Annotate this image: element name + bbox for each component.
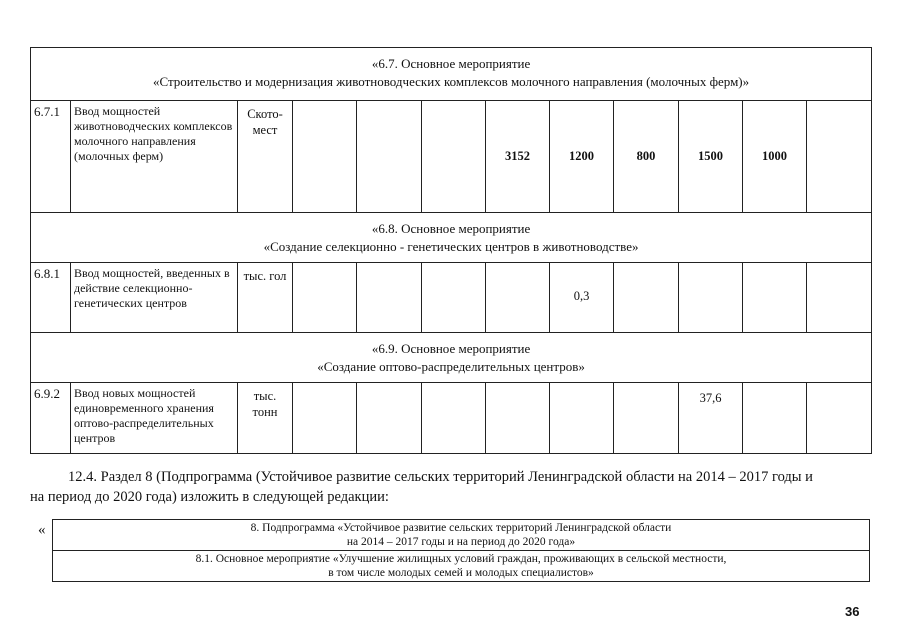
value-cell <box>807 383 872 454</box>
value-cell: 1200 <box>550 101 614 213</box>
paragraph-line: на период до 2020 года) изложить в следующей редакции: <box>30 489 389 505</box>
heading-title: «Создание селекционно - генетических центров в животноводстве» <box>263 239 639 254</box>
row-description: Ввод мощностей животноводческих комплексов молочного направления (молочных ферм) <box>71 101 238 213</box>
value-cell <box>679 263 743 333</box>
row-number: 6.9.2 <box>31 383 71 454</box>
heading-title: «Создание оптово-распределительных центров» <box>317 359 585 374</box>
subprogram-title-line: 8. Подпрограмма «Устойчивое развитие сельских территорий Ленинградской области <box>250 522 672 534</box>
row-unit: Ското-мест <box>238 101 293 213</box>
targets-table <box>30 47 872 454</box>
value-cell <box>357 263 422 333</box>
table-row <box>31 101 872 213</box>
value-cell <box>743 383 807 454</box>
subprogram-row <box>53 520 870 551</box>
heading-title: «Строительство и модернизация животноводческих комплексов молочного направления (молочных ферм)» <box>152 74 750 89</box>
row-description: Ввод мощностей, введенных в действие селекционно-генетических центров <box>71 263 238 333</box>
section-heading-row <box>31 48 872 101</box>
value-cell <box>486 263 550 333</box>
section-heading-row <box>31 213 872 263</box>
value-cell <box>550 383 614 454</box>
value-cell <box>293 101 357 213</box>
heading-line: «6.8. Основное мероприятие <box>371 221 531 236</box>
opening-quote: « <box>38 522 46 538</box>
row-number: 6.7.1 <box>31 101 71 213</box>
section-heading <box>31 333 872 383</box>
row-unit: тыс. гол <box>238 263 293 333</box>
value-cell: 1500 <box>679 101 743 213</box>
value-cell <box>422 383 486 454</box>
heading-line: «6.7. Основное мероприятие <box>371 56 531 71</box>
value-cell <box>614 383 679 454</box>
value-cell <box>807 101 872 213</box>
measure-title-line: в том числе молодых семей и молодых специалистов» <box>328 567 594 579</box>
value-cell <box>422 101 486 213</box>
value-cell <box>357 383 422 454</box>
section-heading <box>31 213 872 263</box>
section-heading <box>31 48 872 101</box>
paragraph-line: 12.4. Раздел 8 (Подпрограмма (Устойчивое развитие сельских территорий Ленинградской области на 2014 – 2017 годы и <box>68 469 813 485</box>
value-cell: 3152 <box>486 101 550 213</box>
subprogram-row <box>53 551 870 582</box>
value-cell <box>614 263 679 333</box>
value-cell <box>422 263 486 333</box>
value-cell <box>293 263 357 333</box>
subprogram-title-line: на 2014 – 2017 годы и на период до 2020 года» <box>346 536 576 548</box>
subprogram-title-cell <box>53 520 870 551</box>
table-row <box>31 263 872 333</box>
heading-line: «6.9. Основное мероприятие <box>371 341 531 356</box>
amendment-paragraph <box>30 467 880 507</box>
row-number: 6.8.1 <box>31 263 71 333</box>
value-cell <box>807 263 872 333</box>
value-cell: 37,6 <box>679 383 743 454</box>
value-cell <box>293 383 357 454</box>
measure-title-cell <box>53 551 870 582</box>
value-cell <box>357 101 422 213</box>
value-cell <box>743 263 807 333</box>
section-heading-row <box>31 333 872 383</box>
page-number: 36 <box>845 604 860 619</box>
value-cell <box>486 383 550 454</box>
value-cell: 800 <box>614 101 679 213</box>
value-cell: 0,3 <box>550 263 614 333</box>
row-unit: тыс. тонн <box>238 383 293 454</box>
row-description: Ввод новых мощностей единовременного хранения оптово-распределительных центров <box>71 383 238 454</box>
subprogram-table <box>52 519 870 582</box>
measure-title-line: 8.1. Основное мероприятие «Улучшение жилищных условий граждан, проживающих в сельской местности, <box>195 553 727 565</box>
value-cell: 1000 <box>743 101 807 213</box>
table-row <box>31 383 872 454</box>
